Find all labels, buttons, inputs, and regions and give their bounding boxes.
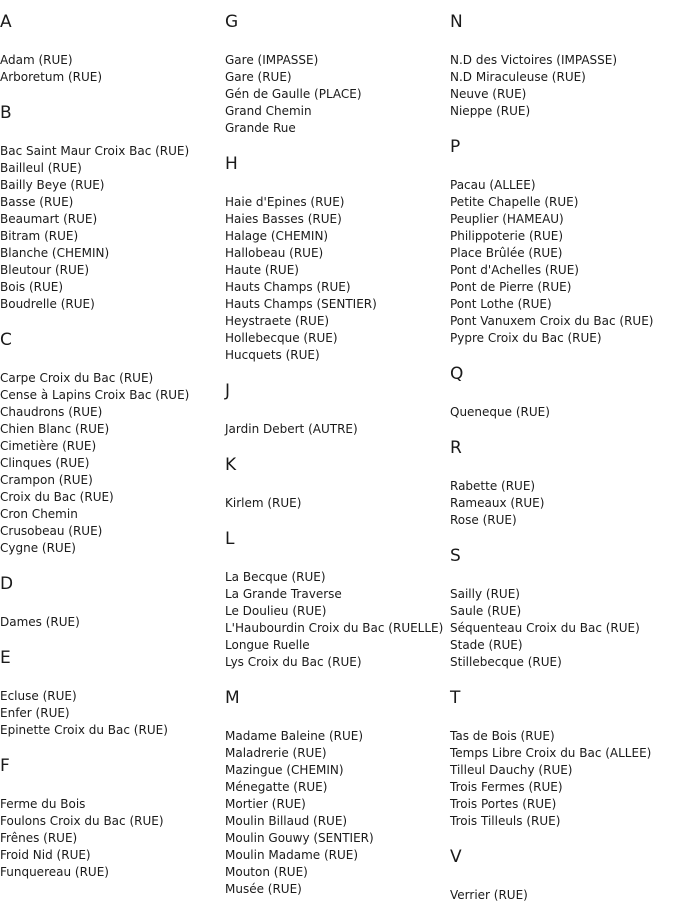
street-list: [225, 52, 362, 137]
street-item: Crusobeau (RUE): [0, 524, 103, 538]
street-item: Chien Blanc (RUE): [0, 422, 110, 436]
street-item: Musée (RUE): [225, 882, 302, 896]
street-item: Haies Basses (RUE): [225, 212, 342, 226]
street-list: [450, 728, 651, 830]
section-letter: Q: [450, 364, 464, 384]
street-list: [0, 370, 189, 557]
street-item: Verrier (RUE): [450, 888, 528, 902]
street-item: Tas de Bois (RUE): [450, 729, 555, 743]
street-item: Peuplier (HAMEAU): [450, 212, 564, 226]
street-item: Hauts Champs (SENTIER): [225, 297, 377, 311]
section-letter: G: [225, 12, 239, 32]
street-item: Rose (RUE): [450, 513, 517, 527]
street-item: Bleutour (RUE): [0, 263, 90, 277]
section-letter: E: [0, 648, 11, 668]
street-list: [225, 194, 377, 364]
street-item: Moulin Gouwy (SENTIER): [225, 831, 374, 845]
section-letter: V: [450, 847, 462, 867]
street-item: Philippoterie (RUE): [450, 229, 564, 243]
street-list: [450, 586, 640, 671]
street-list: [0, 614, 80, 631]
street-item: Tilleul Dauchy (RUE): [450, 763, 573, 777]
street-item: Madame Baleine (RUE): [225, 729, 364, 743]
street-item: Pont Vanuxem Croix du Bac (RUE): [450, 314, 654, 328]
section-letter: R: [450, 438, 462, 458]
street-item: Maladrerie (RUE): [225, 746, 327, 760]
street-list: [0, 52, 102, 86]
street-item: Hallobeau (RUE): [225, 246, 324, 260]
street-item: Funquereau (RUE): [0, 865, 109, 879]
street-item: Jardin Debert (AUTRE): [225, 422, 358, 436]
street-item: Neuve (RUE): [450, 87, 527, 101]
section-letter: L: [225, 529, 235, 549]
section-letter: J: [225, 381, 231, 401]
street-item: Adam (RUE): [0, 53, 73, 67]
street-item: N.D Miraculeuse (RUE): [450, 70, 586, 84]
section-letter: P: [450, 137, 461, 157]
street-list: [0, 796, 164, 881]
street-item: Saule (RUE): [450, 604, 522, 618]
section-letter: K: [225, 455, 237, 475]
street-item: Cimetière (RUE): [0, 439, 97, 453]
street-item: Hauts Champs (RUE): [225, 280, 351, 294]
section-letter: B: [0, 103, 12, 123]
street-item: Sailly (RUE): [450, 587, 520, 601]
street-item: Haute (RUE): [225, 263, 299, 277]
street-list: [450, 478, 544, 529]
section-letter: M: [225, 688, 240, 708]
street-item: Kirlem (RUE): [225, 496, 302, 510]
street-item: Gare (IMPASSE): [225, 53, 319, 67]
street-item: Hollebecque (RUE): [225, 331, 338, 345]
street-item: Arboretum (RUE): [0, 70, 103, 84]
street-list: [225, 728, 374, 898]
street-item: Grande Rue: [225, 121, 296, 135]
street-item: Temps Libre Croix du Bac (ALLEE): [450, 746, 652, 760]
street-item: Trois Fermes (RUE): [450, 780, 563, 794]
street-item: Moulin Madame (RUE): [225, 848, 359, 862]
street-item: Enfer (RUE): [0, 706, 70, 720]
street-list: [0, 688, 168, 739]
street-item: Grand Chemin: [225, 104, 312, 118]
street-item: Croix du Bac (RUE): [0, 490, 114, 504]
street-item: Pont de Pierre (RUE): [450, 280, 572, 294]
street-item: Trois Portes (RUE): [450, 797, 557, 811]
street-item: Bitram (RUE): [0, 229, 79, 243]
section-letter: A: [0, 12, 12, 32]
section-letter: F: [0, 756, 10, 776]
street-item: Bailly Beye (RUE): [0, 178, 105, 192]
street-item: Dames (RUE): [0, 615, 80, 629]
section-letter: H: [225, 154, 238, 174]
street-item: Pacau (ALLEE): [450, 178, 536, 192]
street-item: Heystraete (RUE): [225, 314, 330, 328]
street-list: [450, 887, 528, 904]
street-item: Chaudrons (RUE): [0, 405, 103, 419]
street-item: La Grande Traverse: [225, 587, 342, 601]
street-item: Bac Saint Maur Croix Bac (RUE): [0, 144, 190, 158]
street-item: Pypre Croix du Bac (RUE): [450, 331, 602, 345]
street-item: Blanche (CHEMIN): [0, 246, 110, 260]
street-item: Crampon (RUE): [0, 473, 93, 487]
street-item: Haie d'Epines (RUE): [225, 195, 345, 209]
street-item: Halage (CHEMIN): [225, 229, 329, 243]
street-item: Rameaux (RUE): [450, 496, 545, 510]
street-item: Pont Lothe (RUE): [450, 297, 552, 311]
street-list: [225, 569, 443, 671]
street-item: Boudrelle (RUE): [0, 297, 95, 311]
street-item: Queneque (RUE): [450, 405, 550, 419]
street-item: Pont d'Achelles (RUE): [450, 263, 579, 277]
street-item: Rabette (RUE): [450, 479, 536, 493]
street-item: Beaumart (RUE): [0, 212, 98, 226]
street-item: Ferme du Bois: [0, 797, 86, 811]
street-item: Mazingue (CHEMIN): [225, 763, 344, 777]
street-item: Clinques (RUE): [0, 456, 90, 470]
section-letter: D: [0, 574, 14, 594]
street-item: Carpe Croix du Bac (RUE): [0, 371, 154, 385]
street-item: Séquenteau Croix du Bac (RUE): [450, 621, 640, 635]
street-item: Basse (RUE): [0, 195, 74, 209]
street-item: Foulons Croix du Bac (RUE): [0, 814, 164, 828]
street-list: [225, 495, 301, 512]
street-list: [450, 177, 653, 347]
street-item: Lys Croix du Bac (RUE): [225, 655, 362, 669]
street-item: Stade (RUE): [450, 638, 523, 652]
street-item: Bois (RUE): [0, 280, 64, 294]
street-list: [0, 143, 189, 313]
street-item: Ménegatte (RUE): [225, 780, 328, 794]
street-item: Moulin Billaud (RUE): [225, 814, 348, 828]
street-item: Gén de Gaulle (PLACE): [225, 87, 362, 101]
section-letter: N: [450, 12, 463, 32]
street-item: Trois Tilleuls (RUE): [450, 814, 561, 828]
street-item: Stillebecque (RUE): [450, 655, 562, 669]
street-item: N.D des Victoires (IMPASSE): [450, 53, 618, 67]
street-item: L'Haubourdin Croix du Bac (RUELLE): [225, 621, 444, 635]
street-item: Place Brûlée (RUE): [450, 246, 563, 260]
street-item: Nieppe (RUE): [450, 104, 531, 118]
section-letter: C: [0, 330, 12, 350]
street-list: [450, 404, 550, 421]
street-item: Hucquets (RUE): [225, 348, 320, 362]
street-item: Gare (RUE): [225, 70, 292, 84]
street-item: Frênes (RUE): [0, 831, 78, 845]
street-item: Bailleul (RUE): [0, 161, 82, 175]
street-item: Petite Chapelle (RUE): [450, 195, 579, 209]
street-item: Ecluse (RUE): [0, 689, 77, 703]
street-item: La Becque (RUE): [225, 570, 326, 584]
street-item: Epinette Croix du Bac (RUE): [0, 723, 168, 737]
street-list: [450, 52, 617, 120]
section-letter: S: [450, 546, 461, 566]
street-item: Mouton (RUE): [225, 865, 308, 879]
street-item: Froid Nid (RUE): [0, 848, 91, 862]
street-item: Cygne (RUE): [0, 541, 76, 555]
street-item: Cense à Lapins Croix Bac (RUE): [0, 388, 190, 402]
street-item: Le Doulieu (RUE): [225, 604, 327, 618]
street-item: Mortier (RUE): [225, 797, 306, 811]
street-item: Cron Chemin: [0, 507, 78, 521]
street-list: [225, 421, 358, 438]
section-letter: T: [450, 688, 461, 708]
street-item: Longue Ruelle: [225, 638, 310, 652]
